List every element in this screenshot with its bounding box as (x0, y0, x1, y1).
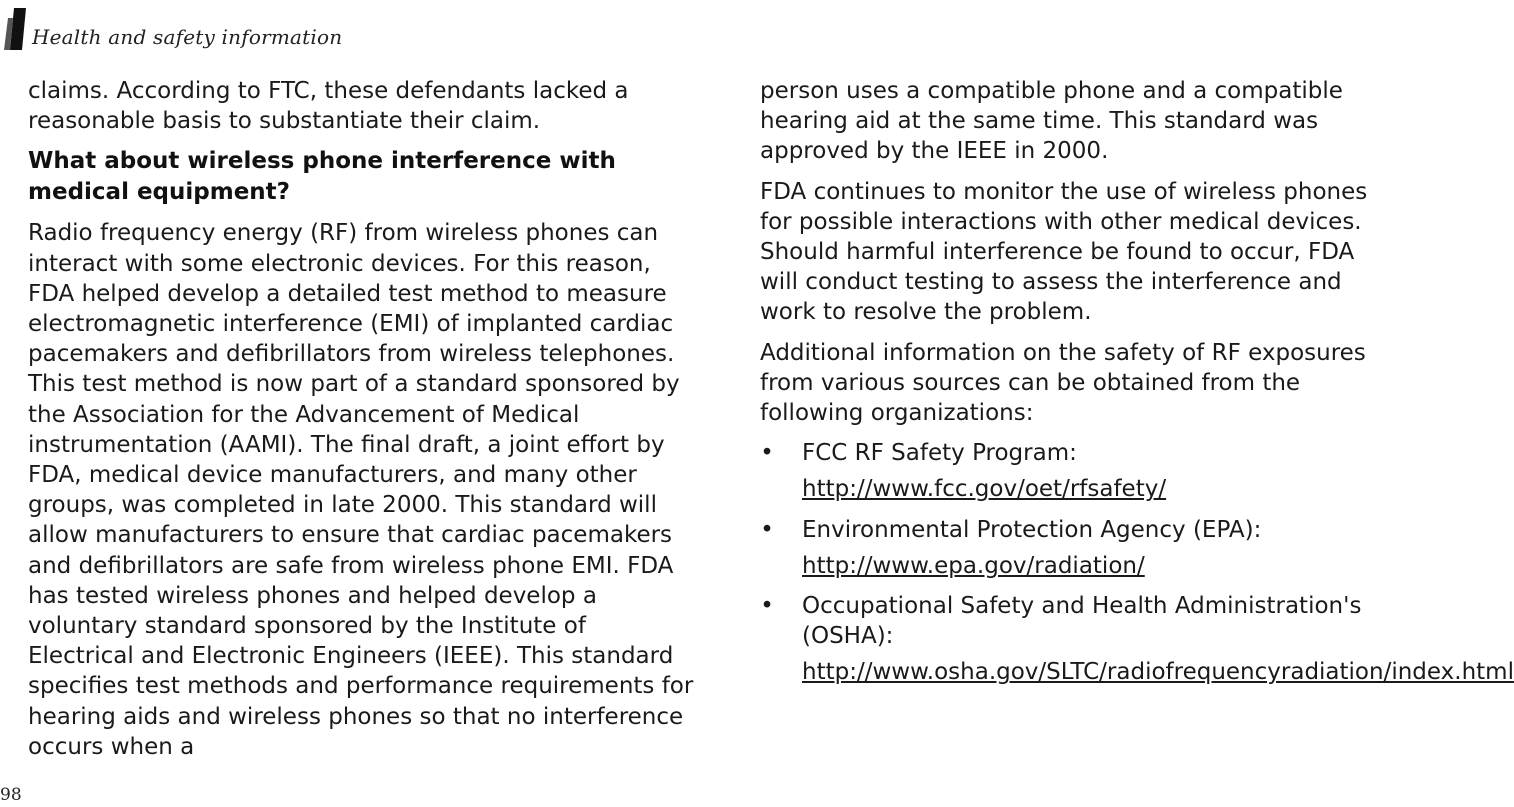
list-item (760, 591, 1514, 694)
section-heading: What about wireless phone interference with medical equipment? (28, 148, 616, 206)
black-tab-icon (4, 8, 28, 50)
list-item (760, 515, 1396, 587)
org-name: FCC RF Safety Program: (802, 440, 1077, 467)
epa-link[interactable]: http://www.epa.gov/radiation/ (802, 552, 1145, 579)
body-paragraph: Radio frequency energy (RF) from wireless phones can interact with some electronic devices. For this reason, FDA helped develop a detailed test method to measure electromagnetic interference (EMI) of implanted cardiac pacemakers and defibrillators from wireless telephones. This test method is now part of a standard sponsored by the Association for the Advancement of Medical instrumentation (AAMI). The final draft, a joint effort by FDA, medical device manufacturers, and many other groups, was completed in late 2000. This standard will allow manufacturers to ensure that cardiac pacemakers and defibrillators are safe from wireless phone EMI. FDA has tested wireless phones and helped develop a voluntary standard sponsored by the Institute of Electrical and Electronic Engineers (IEEE). This standard specifies test methods and performance requirements for hearing aids and wireless phones so that no interference occurs when a (28, 220, 694, 760)
fcc-link[interactable]: http://www.fcc.gov/oet/rfsafety/ (802, 476, 1167, 503)
list-item (760, 438, 1396, 510)
page-header (4, 6, 342, 50)
organization-list (760, 438, 1514, 693)
org-name: Environmental Protection Agency (EPA): (802, 516, 1262, 543)
bullet-icon: • (760, 440, 774, 467)
bullet-icon: • (760, 593, 774, 620)
continuation-paragraph: person uses a compatible phone and a compatible hearing aid at the same time. This standard was approved by the IEEE in 2000. (760, 78, 1343, 165)
right-column (760, 76, 1514, 698)
org-name: Occupational Safety and Health Administration's (OSHA): (802, 593, 1362, 650)
page-number: 98 (0, 785, 22, 805)
monitor-paragraph: FDA continues to monitor the use of wireless phones for possible interactions with other medical devices. Should harmful interference be found to occur, FDA will conduct testing to assess the interference and work to resolve the problem. (760, 178, 1368, 326)
additional-paragraph: Additional information on the safety of RF exposures from various sources can be obtained from the following organizations: (760, 339, 1366, 427)
osha-link[interactable]: http://www.osha.gov/SLTC/radiofrequencyradiation/index.html (802, 659, 1514, 686)
section-title: Health and safety information (32, 25, 343, 49)
left-column (28, 76, 698, 772)
intro-paragraph: claims. According to FTC, these defendants lacked a reasonable basis to substantiate their claim. (28, 78, 629, 135)
bullet-icon: • (760, 516, 774, 543)
